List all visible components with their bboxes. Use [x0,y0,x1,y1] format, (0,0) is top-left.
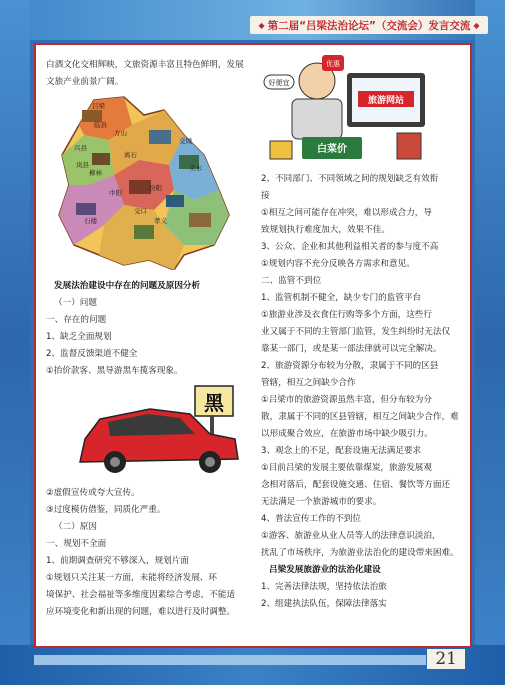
paragraph-line: 应环境变化和新出现的问题，难以进行及时调整。 [46,607,236,617]
illegal-car-image [70,384,250,479]
left-border [0,0,30,685]
section-heading: 吕梁发展旅游业的法治化建设 [269,565,381,575]
price-tag-text: 白菜价 [317,144,347,155]
paragraph-line: ①吕梁市的旅游资源虽然丰富，但分布较为分 [261,395,432,405]
map-label: 离石 [124,151,137,159]
paragraph-line: ①目前吕梁的发展主要依靠煤炭，旅游发展观 [261,463,432,473]
map-label: 汾阳 [149,184,162,192]
speech-bubble-text: 好便宜 [268,79,290,87]
diamond-icon: ◆ [473,20,480,30]
map-label: 柳林 [89,169,102,177]
map-label: 吕梁 [92,102,105,110]
travel-website-image [262,51,432,169]
paragraph-line: 2、旅游资源分布较为分散，隶属于不同的区县 [261,361,439,371]
paragraph-line: 3、观念上的不足，配套设施无法满足要求 [261,446,422,456]
map-label: 交城 [179,137,192,145]
paragraph-line: 扰乱了市场秩序，为旅游业法治化的建设带来困难。 [261,548,459,558]
car-sign-text: 黑 [204,391,224,415]
paragraph-line: 文旅产业前景广阔。 [46,77,124,87]
paragraph-line: 2、不同部门、不同领域之间的规划缺乏有效衔 [261,174,439,184]
footer-bar [34,655,426,665]
paragraph-line: 接 [261,191,270,201]
paragraph-line: 二、监管不到位 [261,276,322,286]
paragraph-line: 3、公众、企业和其他利益相关者的参与度不高 [261,242,439,252]
paragraph-line: 以形成聚合效应，在旅游市场中缺少吸引力。 [261,429,433,439]
paragraph-line: ③过度模仿借鉴，同质化严重。 [46,505,166,515]
paragraph-line: ①相互之间可能存在冲突，难以形成合力，导 [261,208,432,218]
paragraph-line: 2、监督反馈渠道不健全 [46,349,138,359]
map-label: 临县 [94,121,107,129]
map-label: 文水 [189,164,202,172]
paragraph-line: 致规划执行难度加大，效果不佳。 [261,225,390,235]
paragraph-line: ①旅游业涉及衣食住行购等多个方面，这些行 [261,310,432,320]
document-page [34,43,472,648]
paragraph-line: 散，隶属于不同的区县管辖，相互之间缺少合作，难 [261,412,459,422]
paragraph-line: 1、前期调查研究不够深入，规划片面 [46,556,189,566]
paragraph-line: 1、完善法律法规，坚持依法治旅 [261,582,387,592]
map-label: 交口 [134,207,147,215]
map-label: 岚县 [76,161,89,169]
header-title: 第二届“吕梁法治论坛”（交流会）发言交流 [267,19,471,32]
left-column [46,57,246,621]
paragraph-line: 一、规划不全面 [46,539,107,549]
paragraph-line: 管辖，相互之间缺少合作 [261,378,356,388]
paragraph-line: 2、组建执法队伍，保障法律落实 [261,599,387,609]
subheading: （二）原因 [54,522,97,532]
paragraph-line: 境保护、社会福祉等多维度因素综合考虑，不能适 [46,590,236,600]
right-border [475,0,505,685]
map-label: 石楼 [84,217,97,225]
paragraph-line: 无法满足一个旅游城市的要求。 [261,497,382,507]
paragraph-line: 4、普法宣传工作的不到位 [261,514,361,524]
right-column [261,171,461,613]
paragraph-line: 一、存在的问题 [46,315,107,325]
diamond-icon: ◆ [258,20,265,30]
section-heading: 发展法治建设中存在的问题及原因分析 [54,281,201,291]
discount-badge-text: 优惠 [326,60,340,68]
map-label: 中阳 [109,189,122,197]
luliang-map-image [54,95,234,270]
map-label: 兴县 [74,144,87,152]
map-label: 孝义 [154,217,167,225]
paragraph-line: 业又属于不同的主管部门监管，发生纠纷时无法仅 [261,327,451,337]
website-screen-text: 旅游网站 [367,96,405,106]
paragraph-line: 1、监管机制不健全，缺少专门的监管平台 [261,293,422,303]
subheading: （一）问题 [54,298,97,308]
paragraph-line: ①游客、旅游业从业人员等人的法律意识淡泊， [261,531,441,541]
paragraph-line: 白酒文化交相辉映，文旅资源丰富且特色鲜明，发展 [46,60,244,70]
paragraph-line: ①抬价款客、黑导游黑车揽客现象。 [46,366,183,376]
paragraph-line: 1、缺乏全面规划 [46,332,112,342]
map-label: 方山 [114,129,127,137]
header-strip [250,16,488,34]
paragraph-line: 靠某一部门，或是某一部法律就可以完全解决。 [261,344,442,354]
paragraph-line: ①规划内容不充分反映各方需求和意见。 [261,259,415,269]
paragraph-line: ①规划只关注某一方面，未能将经济发展、环 [46,573,217,583]
paragraph-line: 念相对落后，配套设施交通、住宿、餐饮等方面还 [261,480,451,490]
page-number: 21 [427,649,465,669]
paragraph-line: ②虚假宣传或夸大宣传。 [46,488,140,498]
